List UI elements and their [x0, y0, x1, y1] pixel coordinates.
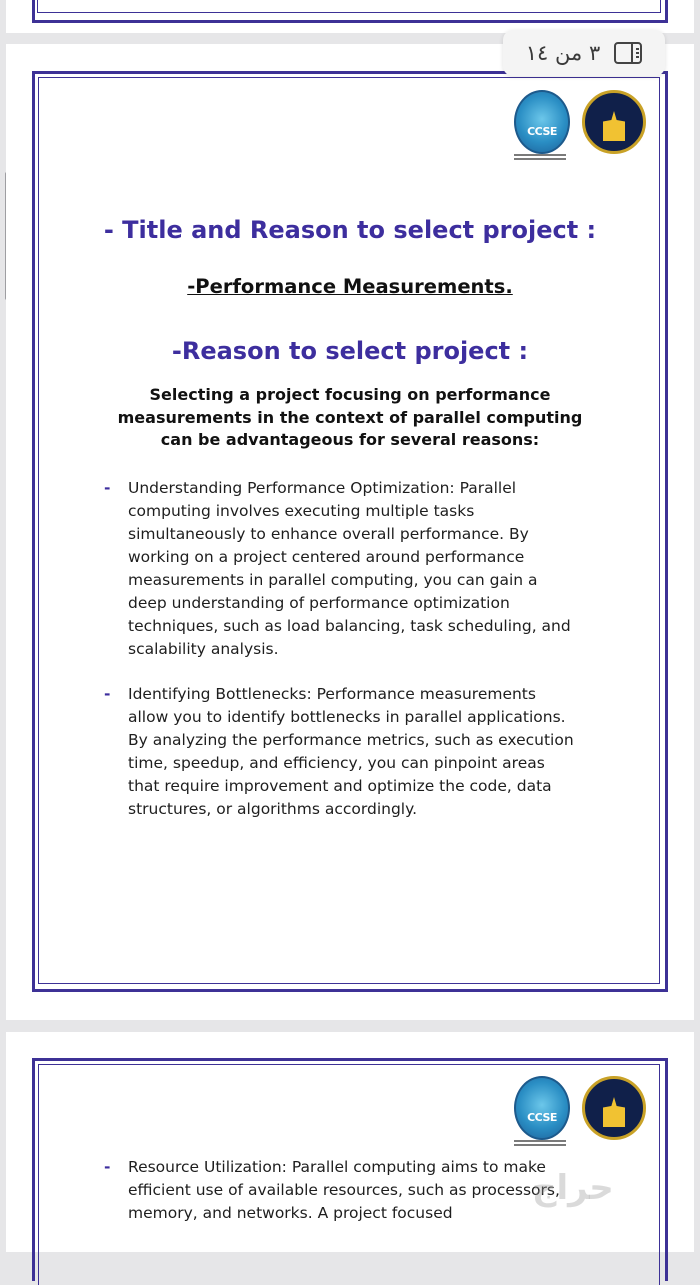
bullet-marker: - [104, 1158, 111, 1176]
ccse-logo-text: CCSE [527, 1110, 557, 1124]
university-tower-emblem [603, 1097, 625, 1127]
sidebar-toggle-icon[interactable] [614, 42, 642, 64]
university-logo [582, 1076, 646, 1140]
page-indicator[interactable] [503, 30, 665, 76]
page-title: - Title and Reason to select project : [103, 216, 597, 244]
list-item [104, 683, 578, 821]
list-item [104, 1156, 578, 1225]
document-page [6, 44, 694, 1020]
university-tower-emblem [603, 111, 625, 141]
reason-heading: -Reason to select project : [171, 337, 529, 365]
ccse-logo [514, 1076, 570, 1140]
university-logo [582, 90, 646, 154]
page-indicator-text: ٣ من ١٤ [525, 41, 601, 65]
ccse-logo-caption [510, 1138, 570, 1148]
list-item-text: Understanding Performance Optimization: Parallel computing involves executing multiple tasks simultaneously to enhance overall performance. By working on a project centered around performance measurements in parallel computing, you can gain a deep understanding of performance optimization techniques, such as load balancing, task scheduling, and scalability analysis. [128, 479, 571, 658]
ccse-logo [514, 90, 570, 154]
ccse-logo-text: CCSE [527, 124, 557, 138]
page-border-inner [37, 0, 661, 13]
bullet-marker: - [104, 479, 111, 497]
next-page [6, 1032, 694, 1252]
intro-paragraph: Selecting a project focusing on performance measurements in the context of parallel computing can be advantageous for several reasons: [117, 385, 583, 449]
watermark: حراج [532, 1168, 614, 1208]
list-item-text: Identifying Bottlenecks: Performance measurements allow you to identify bottlenecks in parallel applications. By analyzing the performance metrics, such as execution time, speedup, and efficiency, you can pinpoint areas that require improvement and optimize the code, data structures, or algorithms accordingly. [128, 685, 574, 818]
list-item-text: Resource Utilization: Parallel computing aims to make efficient use of available resources, such as processors, memory, and networks. A project focused [128, 1158, 560, 1222]
ccse-logo-caption [510, 152, 570, 162]
previous-page [6, 0, 694, 33]
list-item [104, 477, 578, 661]
project-name: -Performance Measurements. [187, 275, 513, 298]
bullet-marker: - [104, 685, 111, 703]
